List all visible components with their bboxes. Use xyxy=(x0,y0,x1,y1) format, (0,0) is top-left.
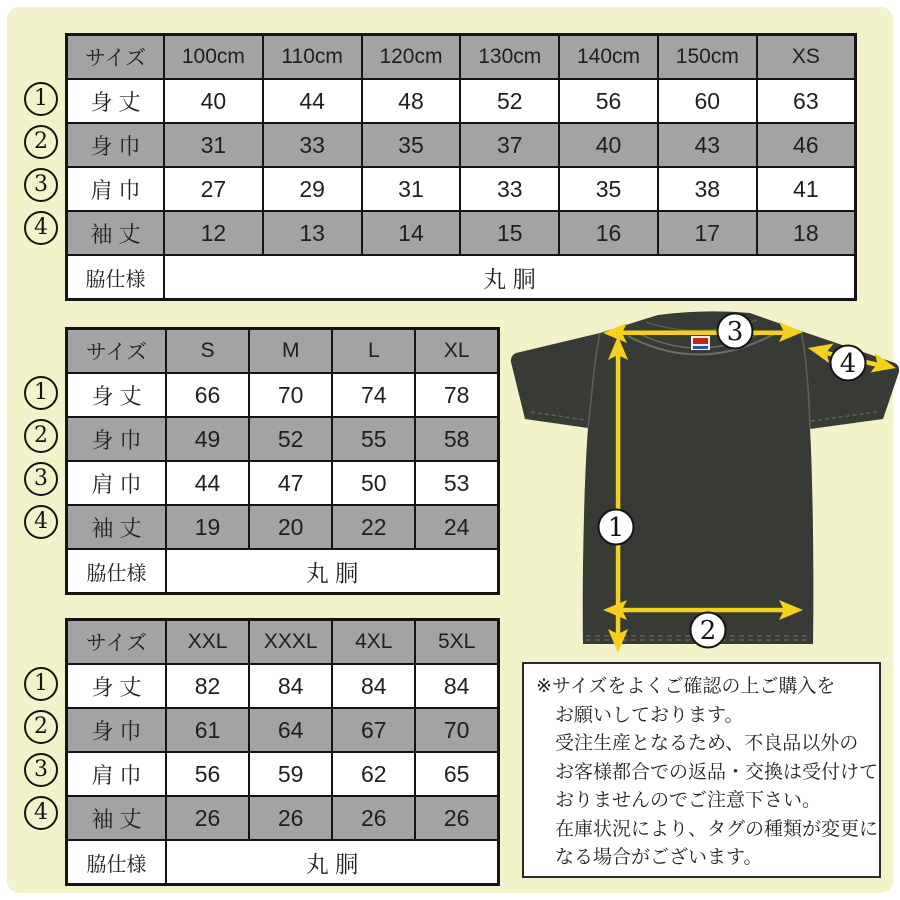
column-header-cell: 110cm xyxy=(263,35,362,80)
measurement-row xyxy=(67,167,856,211)
notice-line: お願いしております。 xyxy=(555,704,744,726)
column-header-cell: 120cm xyxy=(362,35,461,80)
neck-tag xyxy=(691,336,710,350)
diagram-marker-3 xyxy=(718,314,753,349)
value-cell: 26 xyxy=(249,796,332,840)
value-cell: 16 xyxy=(559,211,658,255)
row-number-marker: 3 xyxy=(24,168,58,202)
value-cell: 82 xyxy=(166,664,249,708)
column-header-cell: S xyxy=(166,329,249,374)
value-cell: 70 xyxy=(249,373,332,417)
value-cell: 40 xyxy=(164,79,263,123)
row-label-cell: 身 丈 xyxy=(67,664,167,708)
column-header-cell: 5XL xyxy=(415,620,498,665)
value-cell: 26 xyxy=(332,796,415,840)
value-cell: 52 xyxy=(249,417,332,461)
column-header-cell: XS xyxy=(757,35,856,80)
header-row xyxy=(67,329,499,374)
measurement-row xyxy=(67,796,499,840)
value-cell: 78 xyxy=(415,373,498,417)
value-cell: 60 xyxy=(658,79,757,123)
row-number-marker: 1 xyxy=(24,667,58,701)
row-number-marker: 2 xyxy=(24,419,58,453)
diagram-marker-1 xyxy=(599,510,634,545)
row-number-marker: 2 xyxy=(24,125,58,159)
value-cell: 37 xyxy=(460,123,559,167)
value-cell: 58 xyxy=(415,417,498,461)
row-number-marker: 3 xyxy=(24,462,58,496)
measurement-row xyxy=(67,211,856,255)
value-cell: 19 xyxy=(166,505,249,549)
measurement-row xyxy=(67,79,856,123)
value-cell: 62 xyxy=(332,752,415,796)
measurement-row xyxy=(67,373,499,417)
row-number-marker: 3 xyxy=(24,753,58,787)
row-label-cell: 袖 丈 xyxy=(67,796,167,840)
value-cell: 56 xyxy=(166,752,249,796)
value-cell: 64 xyxy=(249,708,332,752)
value-cell: 61 xyxy=(166,708,249,752)
value-cell: 49 xyxy=(166,417,249,461)
measurement-row xyxy=(67,708,499,752)
value-cell: 31 xyxy=(362,167,461,211)
column-header-cell: サイズ xyxy=(67,329,167,374)
row-number-marker: 1 xyxy=(24,82,58,116)
diagram-marker-4 xyxy=(831,346,866,381)
footer-row xyxy=(67,255,856,300)
row-label-cell: 袖 丈 xyxy=(67,505,167,549)
column-header-cell: XXXL xyxy=(249,620,332,665)
measurement-row xyxy=(67,461,499,505)
value-cell: 33 xyxy=(263,123,362,167)
column-header-cell: 140cm xyxy=(559,35,658,80)
value-cell: 44 xyxy=(166,461,249,505)
column-header-cell: 150cm xyxy=(658,35,757,80)
value-cell: 15 xyxy=(460,211,559,255)
row-label-cell: 肩 巾 xyxy=(67,461,167,505)
value-cell: 38 xyxy=(658,167,757,211)
value-cell: 52 xyxy=(460,79,559,123)
footer-row xyxy=(67,549,499,594)
row-label-cell: 身 丈 xyxy=(67,373,167,417)
value-cell: 22 xyxy=(332,505,415,549)
row-number-marker: 2 xyxy=(24,710,58,744)
footer-value-cell: 丸 胴 xyxy=(166,549,499,594)
value-cell: 26 xyxy=(415,796,498,840)
tshirt-measure-diagram xyxy=(500,300,900,660)
footer-label-cell: 脇仕様 xyxy=(67,255,165,300)
column-header-cell: サイズ xyxy=(67,35,165,80)
value-cell: 47 xyxy=(249,461,332,505)
value-cell: 24 xyxy=(415,505,498,549)
column-header-cell: XXL xyxy=(166,620,249,665)
diagram-marker-2 xyxy=(691,613,726,648)
svg-text:3: 3 xyxy=(726,317,744,347)
notice-line: なる場合がございます。 xyxy=(555,847,763,868)
value-cell: 55 xyxy=(332,417,415,461)
notice-line: ※サイズをよくご確認の上ご購入を xyxy=(536,676,836,697)
value-cell: 17 xyxy=(658,211,757,255)
measurement-row xyxy=(67,123,856,167)
row-label-cell: 身 巾 xyxy=(67,123,165,167)
column-header-cell: 130cm xyxy=(460,35,559,80)
value-cell: 13 xyxy=(263,211,362,255)
svg-text:1: 1 xyxy=(607,513,625,543)
column-header-cell: 4XL xyxy=(332,620,415,665)
value-cell: 33 xyxy=(460,167,559,211)
row-label-cell: 身 巾 xyxy=(67,417,167,461)
svg-text:2: 2 xyxy=(699,616,717,646)
value-cell: 35 xyxy=(559,167,658,211)
footer-label-cell: 脇仕様 xyxy=(67,840,167,885)
value-cell: 67 xyxy=(332,708,415,752)
value-cell: 63 xyxy=(757,79,856,123)
measurement-row xyxy=(67,752,499,796)
value-cell: 29 xyxy=(263,167,362,211)
row-number-marker: 4 xyxy=(24,796,58,830)
value-cell: 41 xyxy=(757,167,856,211)
measurement-row xyxy=(67,664,499,708)
value-cell: 35 xyxy=(362,123,461,167)
size-table-adult xyxy=(65,327,500,595)
value-cell: 65 xyxy=(415,752,498,796)
notice-line: 受注生産となるため、不良品以外の xyxy=(555,733,859,754)
value-cell: 48 xyxy=(362,79,461,123)
row-number-marker: 4 xyxy=(24,211,58,245)
row-number-marker: 4 xyxy=(24,505,58,539)
header-row xyxy=(67,35,856,80)
value-cell: 74 xyxy=(332,373,415,417)
svg-text:4: 4 xyxy=(839,349,857,379)
value-cell: 40 xyxy=(559,123,658,167)
row-label-cell: 肩 巾 xyxy=(67,752,167,796)
notice-line: 在庫状況により、タグの種類が変更に xyxy=(555,818,879,840)
value-cell: 53 xyxy=(415,461,498,505)
footer-row xyxy=(67,840,499,885)
row-number-marker: 1 xyxy=(24,376,58,410)
column-header-cell: XL xyxy=(415,329,498,374)
size-table-big xyxy=(65,618,500,886)
value-cell: 84 xyxy=(332,664,415,708)
purchase-notice-box xyxy=(522,662,881,878)
column-header-cell: 100cm xyxy=(164,35,263,80)
footer-value-cell: 丸 胴 xyxy=(166,840,499,885)
notice-line: おりませんのでご注意下さい。 xyxy=(555,790,822,811)
value-cell: 20 xyxy=(249,505,332,549)
value-cell: 26 xyxy=(166,796,249,840)
measurement-row xyxy=(67,505,499,549)
value-cell: 70 xyxy=(415,708,498,752)
value-cell: 14 xyxy=(362,211,461,255)
value-cell: 56 xyxy=(559,79,658,123)
value-cell: 12 xyxy=(164,211,263,255)
column-header-cell: M xyxy=(249,329,332,374)
value-cell: 46 xyxy=(757,123,856,167)
value-cell: 84 xyxy=(249,664,332,708)
notice-line: お客様都合での返品・交換は受付けて xyxy=(555,761,879,783)
value-cell: 44 xyxy=(263,79,362,123)
footer-value-cell: 丸 胴 xyxy=(164,255,856,300)
row-label-cell: 袖 丈 xyxy=(67,211,165,255)
row-label-cell: 身 巾 xyxy=(67,708,167,752)
value-cell: 59 xyxy=(249,752,332,796)
value-cell: 31 xyxy=(164,123,263,167)
column-header-cell: サイズ xyxy=(67,620,167,665)
footer-label-cell: 脇仕様 xyxy=(67,549,167,594)
value-cell: 18 xyxy=(757,211,856,255)
row-label-cell: 肩 巾 xyxy=(67,167,165,211)
measurement-row xyxy=(67,417,499,461)
value-cell: 43 xyxy=(658,123,757,167)
row-label-cell: 身 丈 xyxy=(67,79,165,123)
value-cell: 27 xyxy=(164,167,263,211)
column-header-cell: L xyxy=(332,329,415,374)
value-cell: 66 xyxy=(166,373,249,417)
value-cell: 84 xyxy=(415,664,498,708)
size-table-kids xyxy=(65,33,857,301)
header-row xyxy=(67,620,499,665)
value-cell: 50 xyxy=(332,461,415,505)
